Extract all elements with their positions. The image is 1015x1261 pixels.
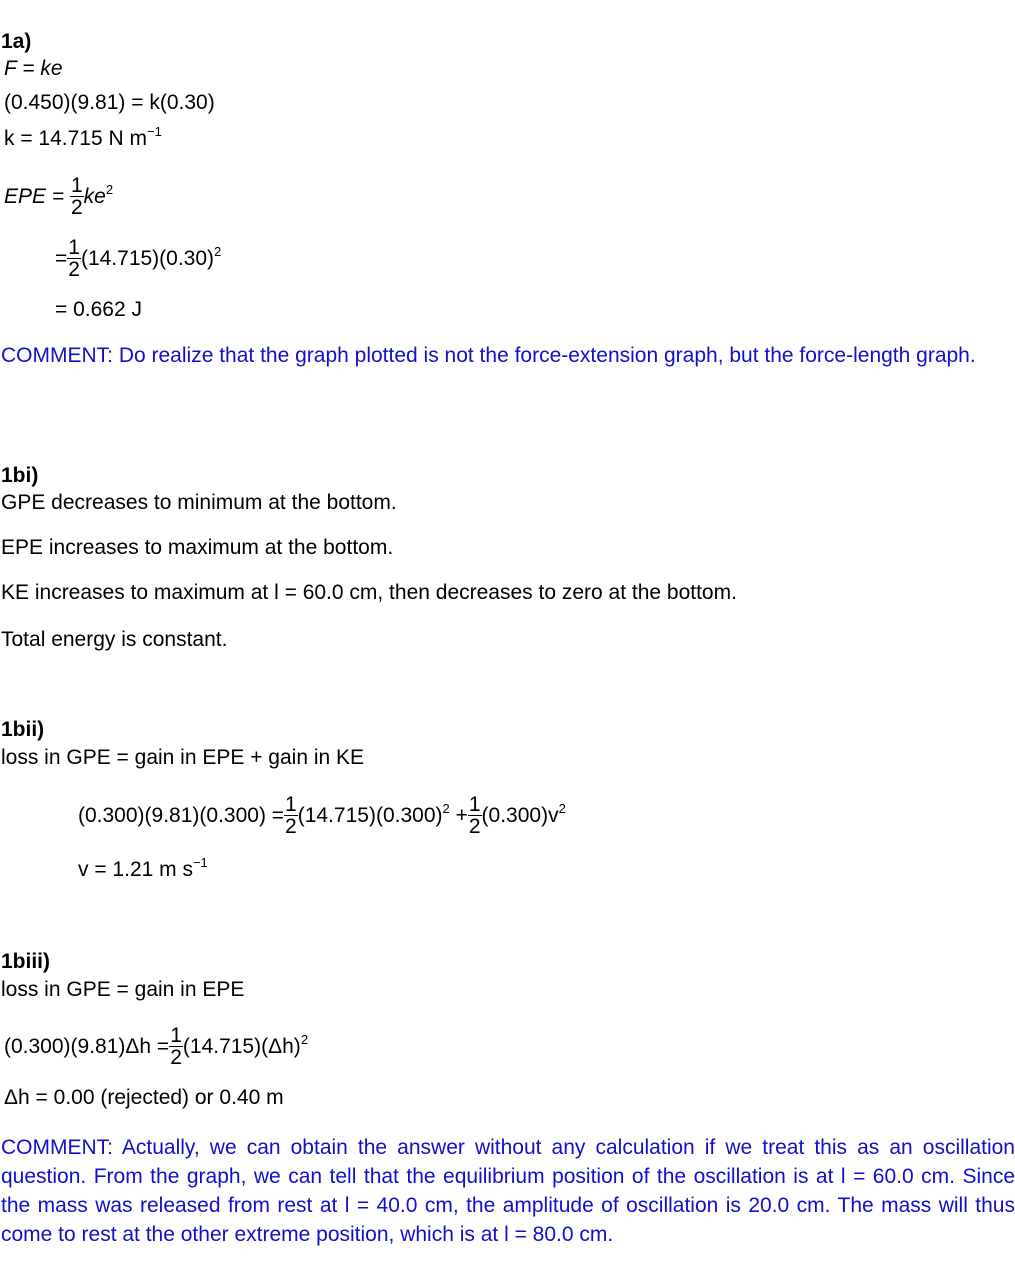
heading-1biii: 1biii)	[1, 950, 51, 973]
equation-epe-substitution: = $\frac{1}{2}$ $(14.715)(0.30)^2$	[55, 236, 222, 281]
heading-1bi: 1bi)	[1, 464, 39, 487]
fraction-half: $\frac{1}{2}$	[68, 236, 80, 281]
line-ke: KE increases to maximum at l = 60.0 cm, then decreases to zero at the bottom.	[1, 581, 737, 604]
comment-1a: COMMENT: Do realize that the graph plotted is not the force-extension graph, but the force-length graph.	[1, 344, 976, 367]
line-gpe: GPE decreases to minimum at the bottom.	[1, 491, 397, 514]
result-epe: = 0.662 J	[55, 298, 142, 321]
heading-1a: 1a)	[1, 30, 32, 53]
equation-energy-1bii: (0.300)(9.81)(0.300) = $\frac{1}{2}$ $(14.715)(0.300)^2$ + $\frac{1}{2}$ $(0.300)v^2$	[78, 793, 566, 838]
fraction-half: $\frac{1}{2}$	[70, 174, 83, 219]
heading-1bii: 1bii)	[1, 718, 45, 741]
result-height-change: Δh = 0.00 (rejected) or 0.40 m	[4, 1086, 284, 1109]
result-velocity: v = 1.21 m $s^{-1}$	[78, 855, 208, 881]
fraction-half: $\frac{1}{2}$	[285, 793, 297, 838]
line-epe: EPE increases to maximum at the bottom.	[1, 536, 394, 559]
equation-epe-formula: EPE = $\frac{1}{2}$ $ke^2$	[4, 174, 114, 219]
fraction-half: $\frac{1}{2}$	[170, 1024, 182, 1069]
equation-force-balance: (0.450)(9.81) = k(0.30)	[4, 91, 215, 114]
comment-1biii: COMMENT: Actually, we can obtain the answer without any calculation if we treat this as an oscillation question. From the graph, we can tell that the equilibrium position of the oscillation is at l = 60.0 cm. Since the mass was released from rest at l = 40.0 cm, the amplitude of oscillation is 20.0 cm. The mass will thus come to rest at the other extreme position, which is at l = 80.0 cm.	[1, 1136, 1015, 1246]
equation-energy-1biii: (0.300)(9.81)Δh = $\frac{1}{2}$ $(14.715)(\Delta h)^2$	[4, 1024, 309, 1069]
line-total-energy: Total energy is constant.	[1, 628, 228, 651]
fraction-half: $\frac{1}{2}$	[468, 793, 481, 838]
equation-hookes-law: F = ke	[4, 57, 63, 80]
energy-statement-1bii: loss in GPE = gain in EPE + gain in KE	[1, 746, 365, 769]
energy-statement-1biii: loss in GPE = gain in EPE	[1, 978, 245, 1001]
result-spring-constant: k = 14.715 N $m^{-1}$	[4, 124, 162, 150]
